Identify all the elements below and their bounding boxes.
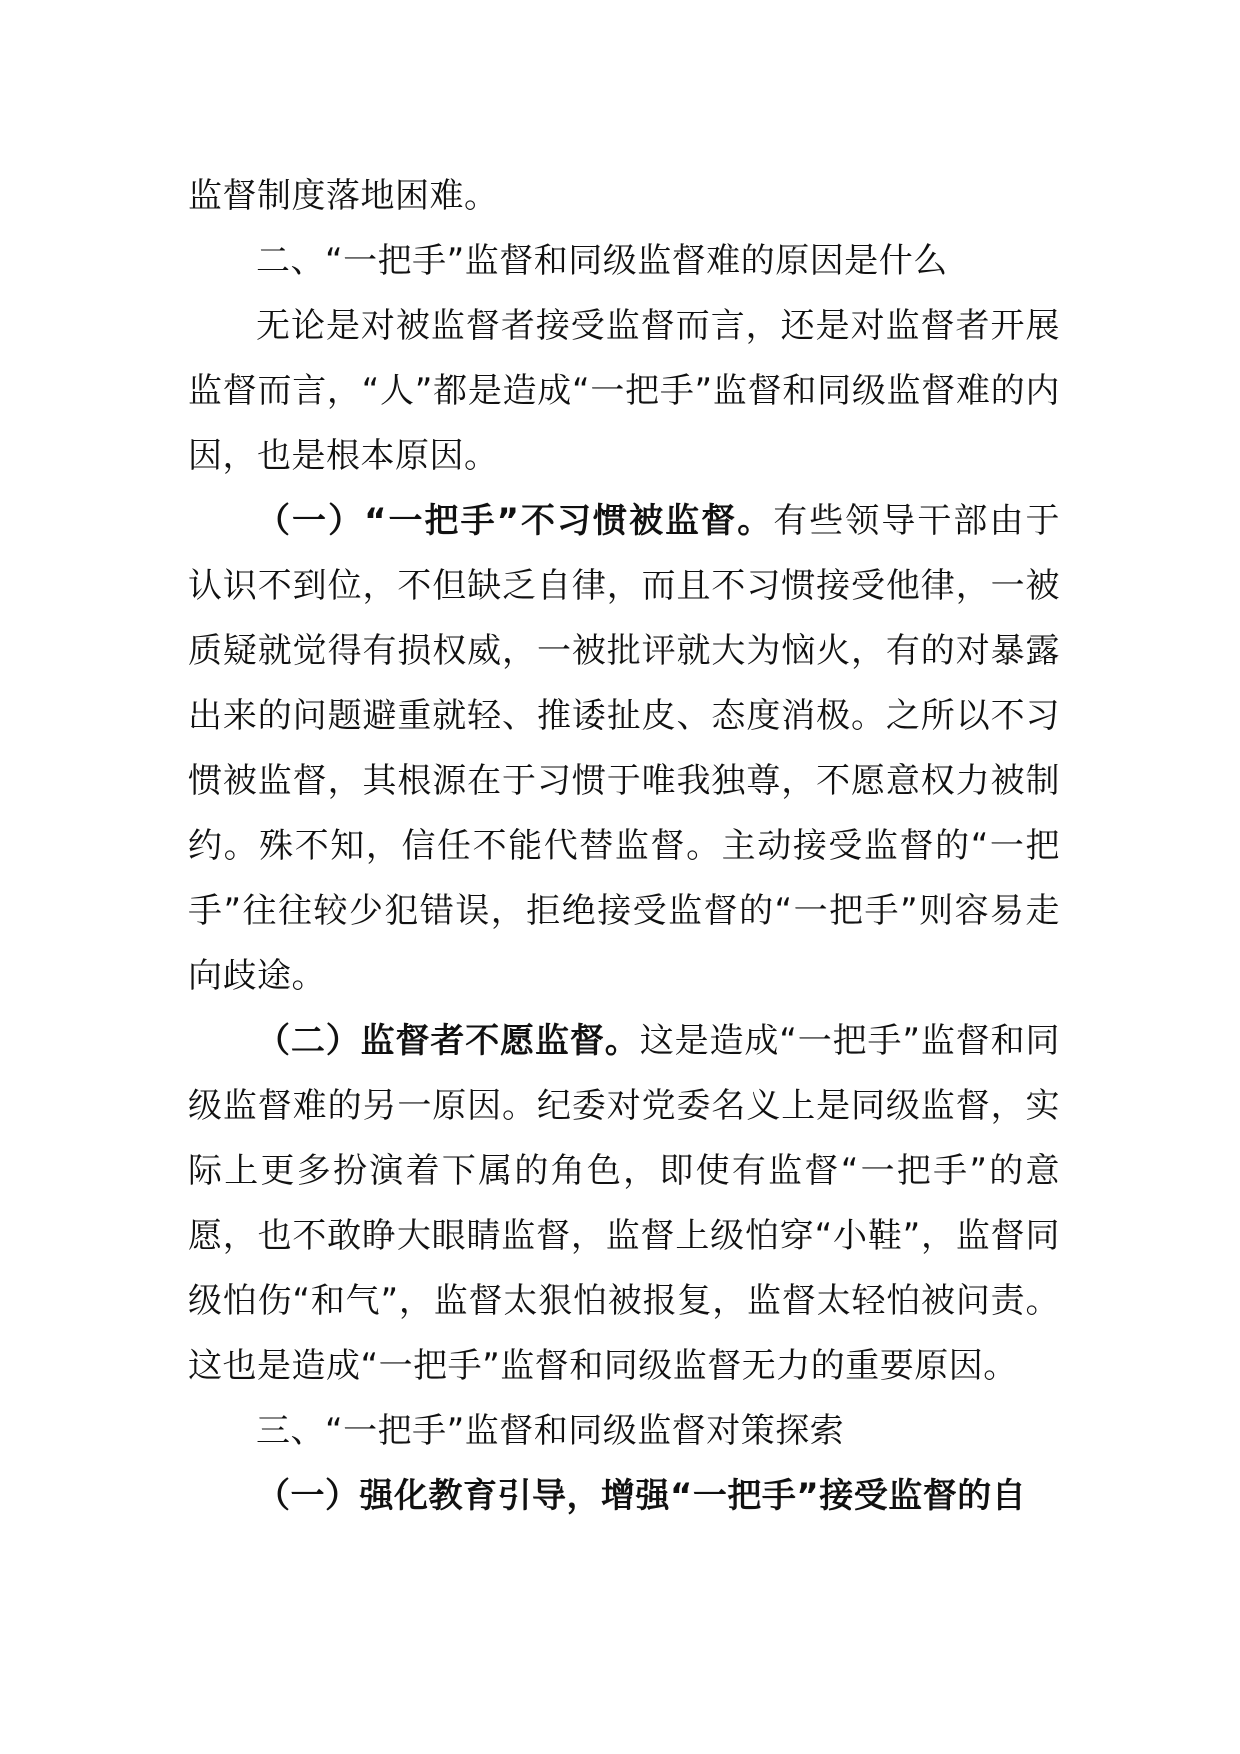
paragraph-strategy-one [188, 1464, 1060, 1529]
section-heading-two [188, 229, 1060, 294]
document-body [188, 164, 1060, 1529]
paragraph-reason-one [188, 489, 1060, 1009]
subheading-lead: （一）强化教育引导，增强“一把手”接受监督的自 [256, 1476, 1027, 1516]
paragraph-text: 有些领导干部由于认识不到位，不但缺乏自律，而且不习惯接受他律，一被质疑就觉得有损权威，一被批评就大为恼火，有的对暴露出来的问题避重就轻、推诿扯皮、态度消极。之所以不习惯被监督，其根源在于习惯于唯我独尊，不愿意权力被制约。殊不知，信任不能代替监督。主动接受监督的“一把手”往往较少犯错误，拒绝接受监督的“一把手”则容易走向歧途。 [188, 501, 1060, 996]
paragraph-text: 无论是对被监督者接受监督而言，还是对监督者开展监督而言，“人”都是造成“一把手”监督和同级监督难的内因，也是根本原因。 [188, 306, 1060, 476]
section-heading-text: 三、“一把手”监督和同级监督对策探索 [256, 1411, 845, 1451]
section-heading-text: 二、“一把手”监督和同级监督难的原因是什么 [256, 241, 948, 281]
paragraph-intro [188, 294, 1060, 489]
section-heading-three [188, 1399, 1060, 1464]
paragraph-text: 监督制度落地困难。 [188, 176, 499, 216]
paragraph-text: 这是造成“一把手”监督和同级监督难的另一原因。纪委对党委名义上是同级监督，实际上更多扮演着下属的角色，即使有监督“一把手”的意愿，也不敢睁大眼睛监督，监督上级怕穿“小鞋”，监督同级怕伤“和气”，监督太狠怕被报复，监督太轻怕被问责。这也是造成“一把手”监督和同级监督无力的重要原因。 [188, 1021, 1061, 1386]
paragraph-reason-two [188, 1009, 1060, 1399]
paragraph-continuation [188, 164, 1060, 229]
subheading-lead: （二）监督者不愿监督。 [256, 1021, 640, 1061]
subheading-lead: （一）“一把手”不习惯被监督。 [256, 501, 774, 541]
